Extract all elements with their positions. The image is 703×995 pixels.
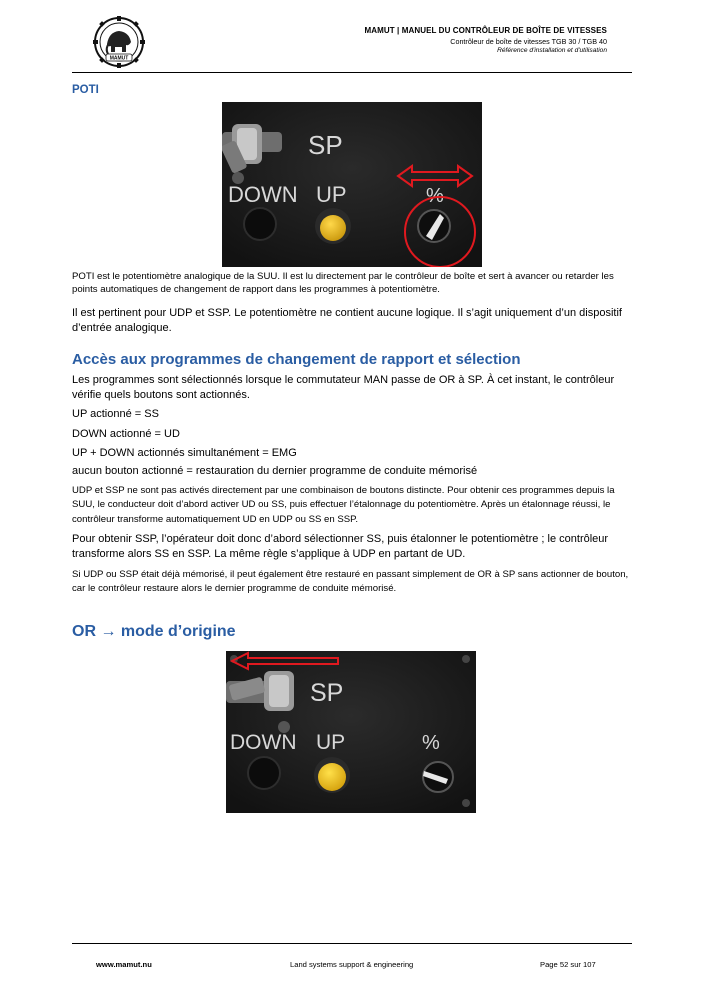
label-up: UP	[316, 731, 346, 754]
document-title: MAMUT | MANUEL DU CONTRÔLEUR DE BOÎTE DE VITESSES	[364, 26, 607, 35]
header-divider	[72, 72, 632, 73]
label-percent: %	[422, 732, 440, 754]
label-sp: SP	[308, 130, 343, 160]
label-sp: SP	[310, 679, 344, 707]
down-button-black	[248, 757, 280, 789]
document-subtitle: Contrôleur de boîte de vitesses TGB 30 / TGB 40	[450, 37, 607, 46]
logo-text: MAMUT	[109, 55, 129, 62]
down-button-black	[244, 208, 276, 240]
footer-divider	[72, 943, 632, 944]
access-intro: Les programmes sont sélectionnés lorsque le commutateur MAN passe de OR à SP. À cet instant, le contrôleur vérifie quels boutons sont actionnés.	[72, 374, 615, 401]
rule-down: DOWN actionné = UD	[72, 428, 180, 440]
section-heading-or: OR → mode d’origine	[72, 623, 236, 640]
up-button-yellow	[320, 215, 346, 241]
document-header	[364, 26, 607, 54]
footer-tagline: Land systems support & engineering	[290, 960, 414, 969]
label-down: DOWN	[230, 731, 297, 754]
rule-none: aucun bouton actionné = restauration du dernier programme de conduite mémorisé	[72, 465, 478, 477]
access-ssp: Pour obtenir SSP, l’opérateur doit donc d’abord sélectionner SS, puis étalonner le potentiomètre ; le contrôleur transforme alors SS en SSP. La même règle s’applique à UDP en partant de UD.	[72, 533, 609, 560]
mamut-logo	[93, 16, 145, 68]
footer-page-number: Page 52 sur 107	[540, 960, 596, 969]
poti-description: POTI est le potentiomètre analogique de la SUU. Il est lu directement par le contrôleur de boîte et sert à avancer ou retarder les points automatiques de changement de rapport dans les programmes à potentiomètre.	[72, 271, 614, 295]
footer-website: www.mamut.nu	[96, 960, 152, 969]
up-button-yellow	[318, 763, 346, 791]
label-up: UP	[316, 182, 347, 207]
poti-relevance: Il est pertinent pour UDP et SSP. Le potentiomètre ne contient aucune logique. Il s’agit uniquement d’un dispositif d’entrée analogique.	[72, 307, 622, 334]
or-panel-photo	[226, 651, 476, 813]
poti-panel-photo	[222, 102, 482, 267]
access-note: UDP et SSP ne sont pas activés directement par une combinaison de boutons distincte. Pour obtenir ces programmes depuis la SUU, le conducteur doit d’abord activer UD ou SS, puis effectuer l’étalonnage du potentiomètre. Après un étalonnage réussi, le contrôleur transforme automatiquement UD en UDP ou SS en SSP.	[72, 485, 615, 525]
label-percent: %	[426, 185, 444, 207]
section-heading-access: Accès aux programmes de changement de rapport et sélection	[72, 351, 521, 368]
access-restore: Si UDP ou SSP était déjà mémorisé, il peut également être restauré en passant simplement de OR à SP sans actionner de bouton, car le contrôleur restaure alors le dernier programme de conduite mémorisé.	[72, 569, 629, 594]
section-heading-poti: POTI	[72, 84, 99, 96]
rule-up: UP actionné = SS	[72, 408, 159, 420]
document-reference: Référence d'installation et d'utilisation	[497, 47, 607, 54]
label-down: DOWN	[228, 182, 298, 207]
rule-up-down: UP + DOWN actionnés simultanément = EMG	[72, 447, 297, 459]
